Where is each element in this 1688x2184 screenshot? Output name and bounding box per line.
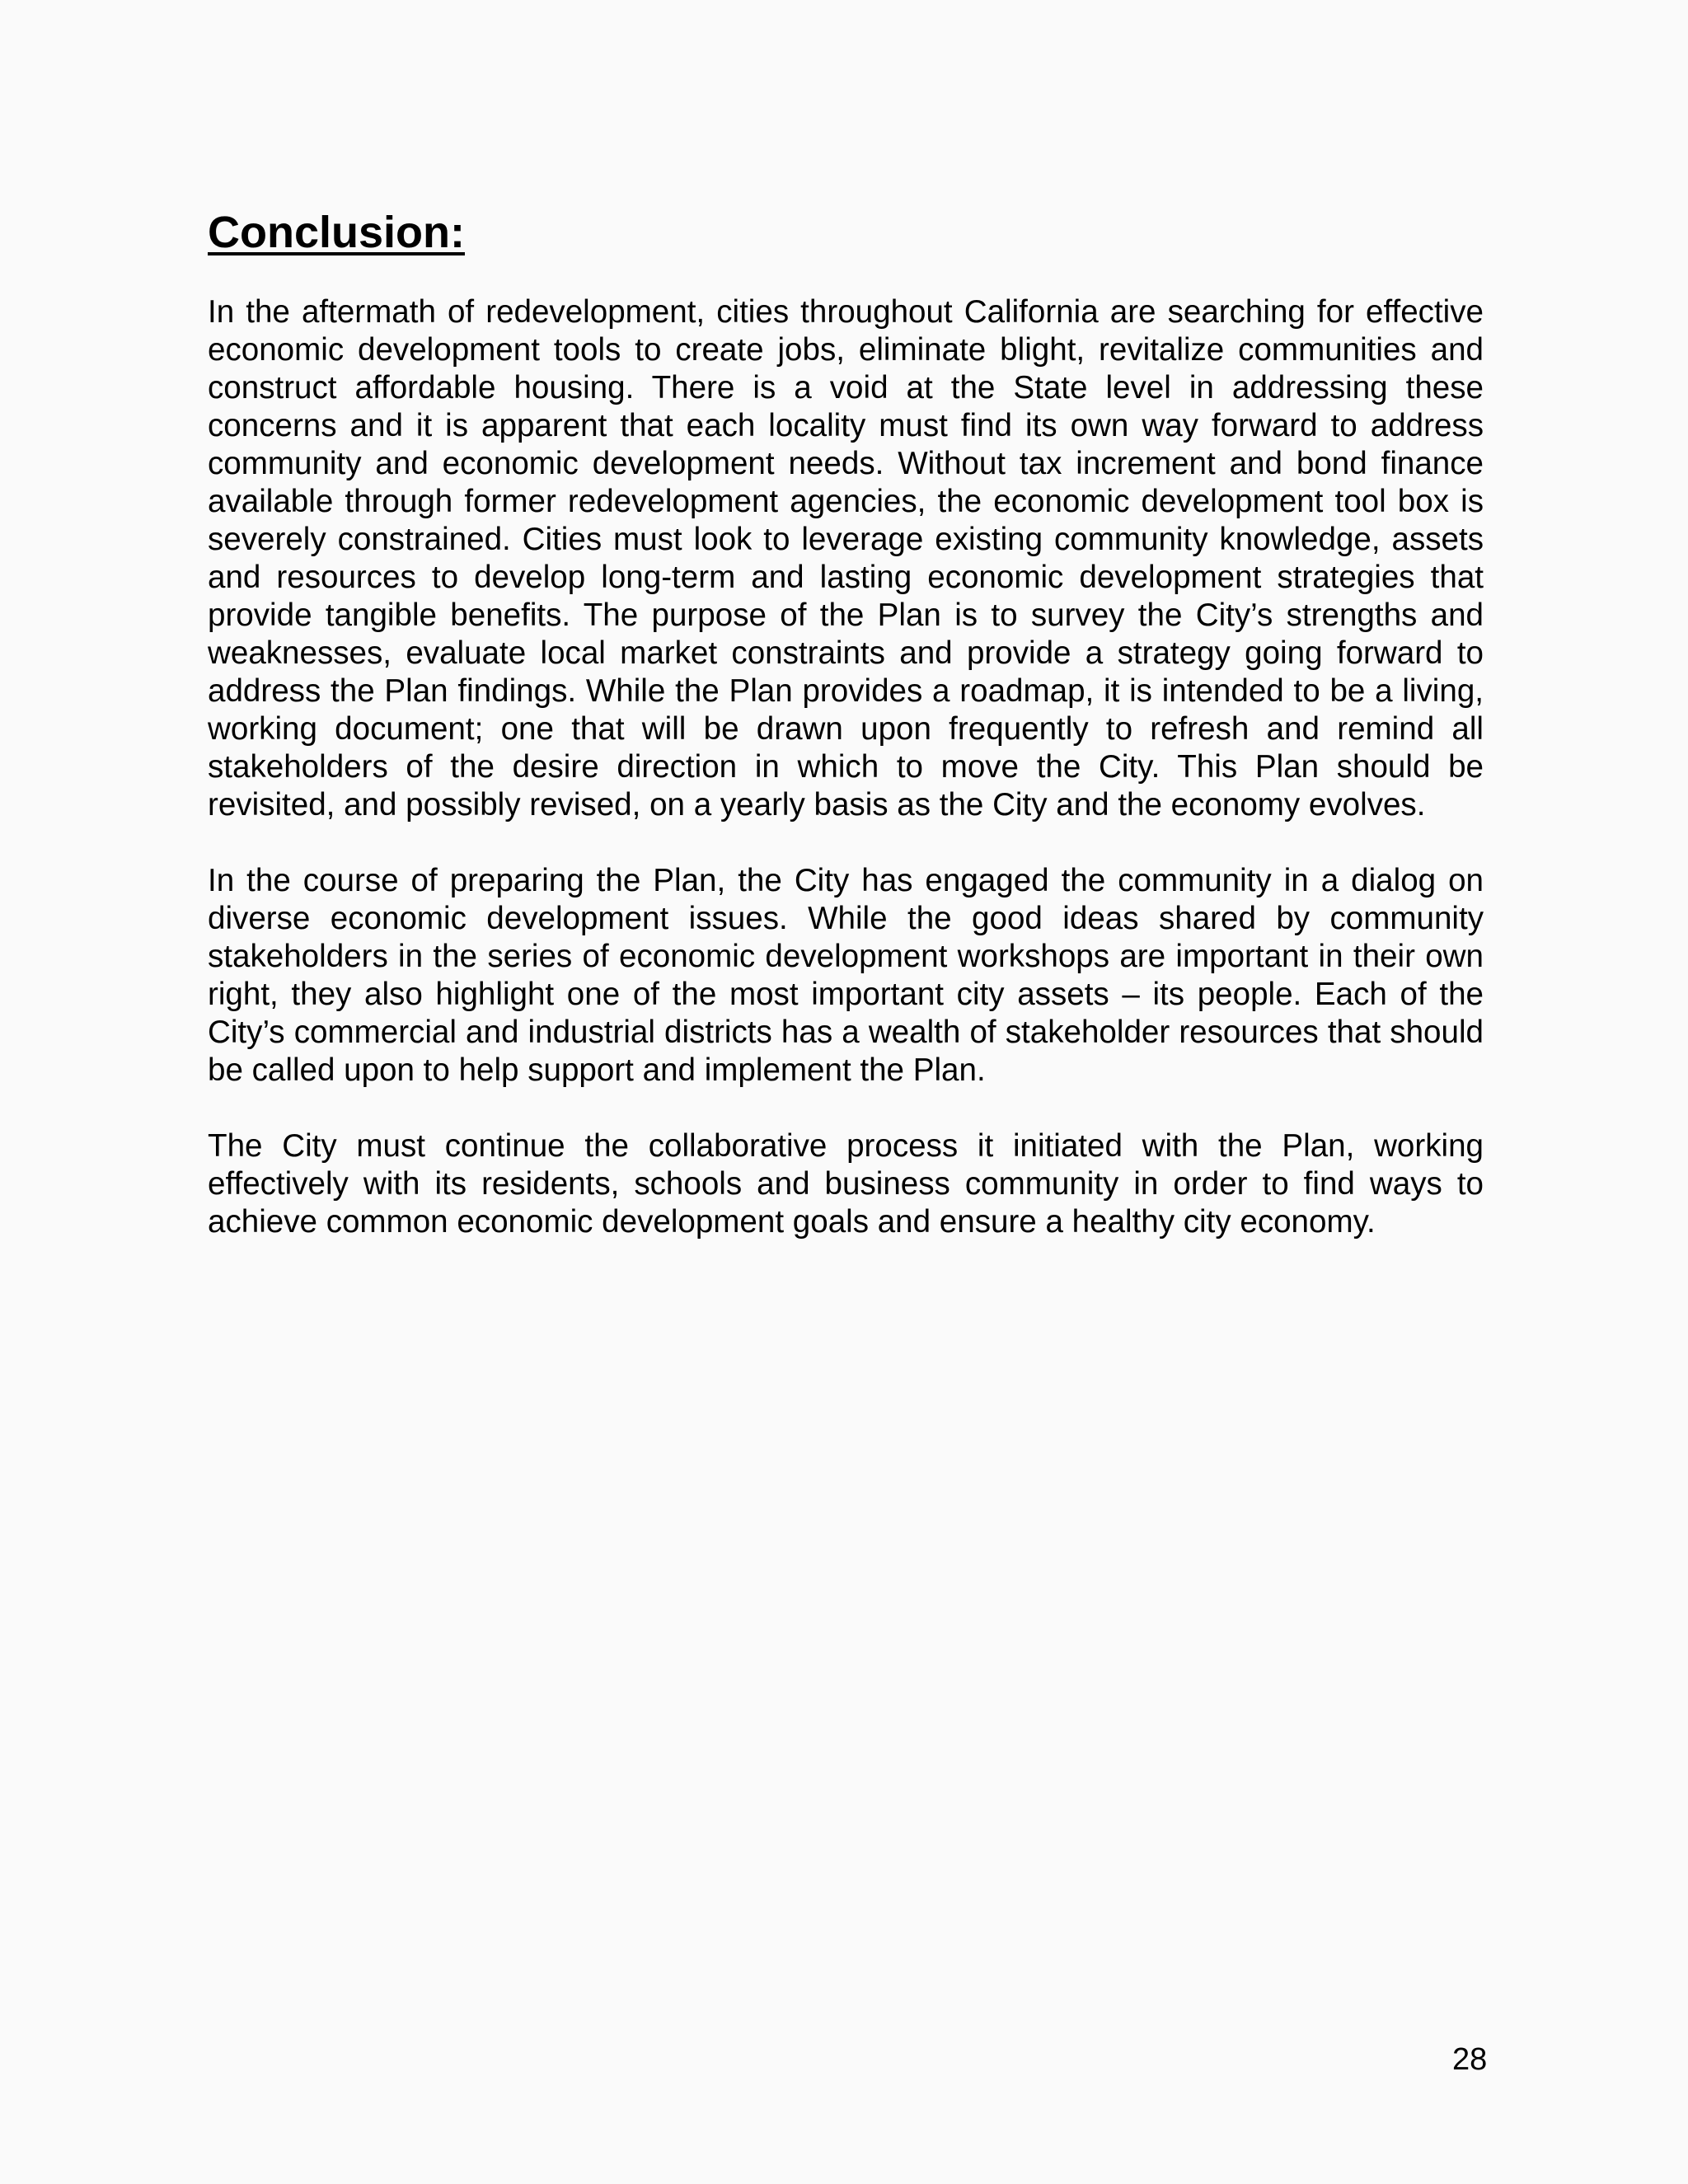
document-body	[208, 204, 1484, 1279]
paragraph-3: The City must continue the collaborative process it initiated with the Plan, working effectively with its residents, schools and business community in order to find ways to achieve common economic development goals and ensure a healthy city economy.	[208, 1128, 1484, 1240]
paragraph-2: In the course of preparing the Plan, the City has engaged the community in a dialog on diverse economic development issues. While the good ideas shared by community stakeholders in the series of economic development workshops are important in their own right, they also highlight one of the most important city assets – its people. Each of the City’s commercial and industrial districts has a wealth of stakeholder resources that should be called upon to help support and implement the Plan.	[208, 863, 1484, 1088]
section-heading: Conclusion:	[208, 208, 465, 257]
paragraph-1: In the aftermath of redevelopment, cities throughout California are searching for effective economic development tools to create jobs, eliminate blight, revitalize communities and construct affordable housing. There is a void at the State level in addressing these concerns and it is apparent that each locality must find its own way forward to address community and economic development needs. Without tax increment and bond finance available through former redevelopment agencies, the economic development tool box is severely constrained. Cities must look to leverage existing community knowledge, assets and resources to develop long-term and lasting economic development strategies that provide tangible benefits. The purpose of the Plan is to survey the City’s strengths and weaknesses, evaluate local market constraints and provide a strategy going forward to address the Plan findings. While the Plan provides a roadmap, it is intended to be a living, working document; one that will be drawn upon frequently to refresh and remind all stakeholders of the desire direction in which to move the City. This Plan should be revisited, and possibly revised, on a yearly basis as the City and the economy evolves.	[208, 294, 1484, 823]
page-number: 28	[1452, 2042, 1488, 2077]
